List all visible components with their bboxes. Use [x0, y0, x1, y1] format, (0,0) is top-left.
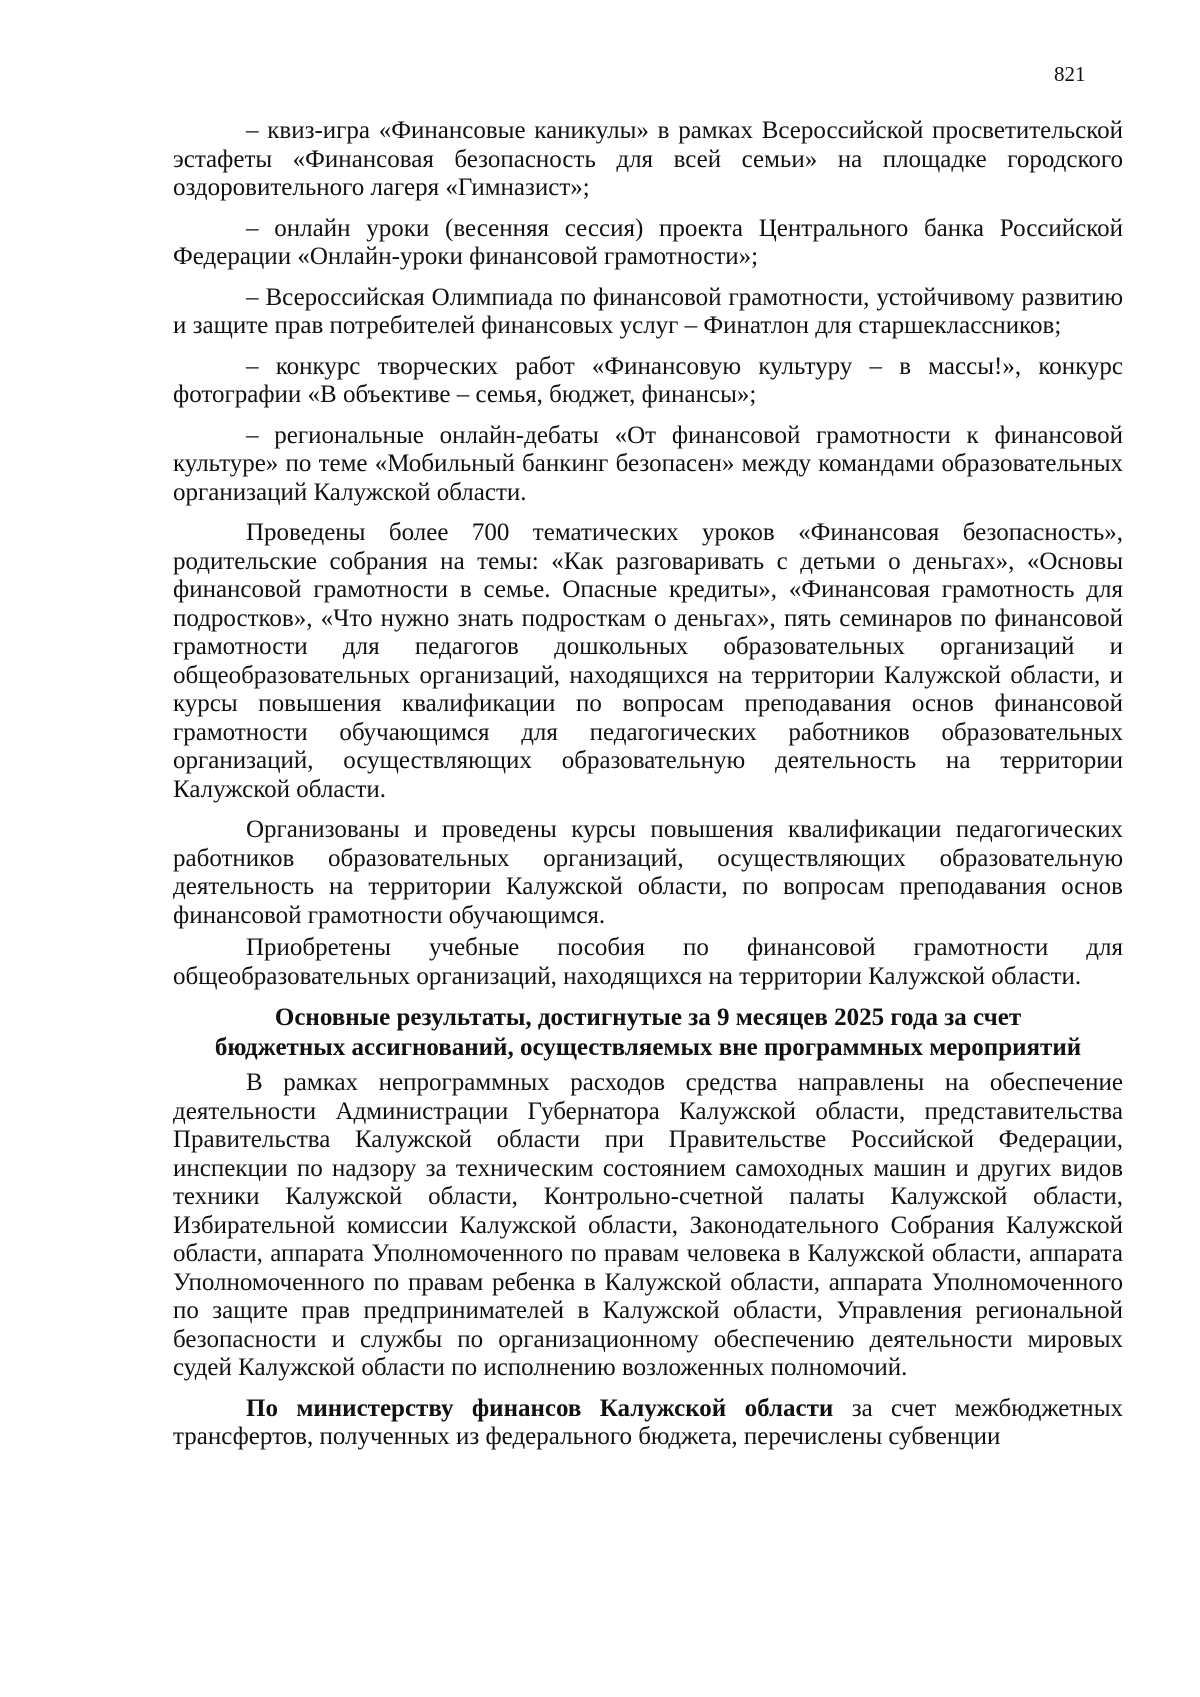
list-item-online-lessons: – онлайн уроки (весенняя сессия) проекта Центрального банка Российской Федерации «Онлайн-уроки финансовой грамотности»; [173, 214, 1123, 270]
ministry-finance-text: за счет межбюджетных трансфертов, полученных из федерального бюджета, перечислены субвенции [173, 1394, 1123, 1450]
list-item-olympiad: – Всероссийская Олимпиада по финансовой грамотности, устойчивому развитию и защите прав потребителей финансовых услуг – Финатлон для старшеклассников; [173, 283, 1123, 339]
page-number: 821 [1054, 62, 1086, 86]
list-item-quiz-game: – квиз-игра «Финансовые каникулы» в рамках Всероссийской просветительской эстафеты «Финансовая безопасность для всей семьи» на площадке городского оздоровительного лагеря «Гимназист»; [173, 117, 1123, 201]
ministry-finance-lead: По министерству финансов Калужской области [246, 1394, 834, 1422]
paragraph-ministry-finance [173, 1395, 1123, 1452]
paragraph-training-courses: Организованы и проведены курсы повышения квалификации педагогических работников образовательных организаций, осуществляющих образовательную деятельность на территории Калужской области, по вопросам преподавания основ финансовой грамотности обучающимся. [173, 816, 1123, 929]
section-heading-line-2: бюджетных ассигнований, осуществляемых вне программных мероприятий [214, 1034, 1082, 1061]
paragraph-lessons-held: Проведены более 700 тематических уроков «Финансовая безопасность», родительские собрания на темы: «Как разговаривать с детьми о деньгах», «Основы финансовой грамотности в семье. Опасные кредиты», «Финансовая грамотность для подростков», «Что нужно знать подросткам о деньгах», пять семинаров по финансовой грамотности для педагогов дошкольных образовательных организаций и общеобразовательных организаций, находящихся на территории Калужской области, и курсы повышения квалификации по вопросам преподавания основ финансовой грамотности обучающимся для педагогических работников образовательных организаций, осуществляющих образовательную деятельность на территории Калужской области. [173, 519, 1123, 803]
paragraph-non-program-expenses: В рамках непрограммных расходов средства направлены на обеспечение деятельности Администрации Губернатора Калужской области, представительства Правительства Калужской области при Правительстве Российской Федерации, инспекции по надзору за техническим состоянием самоходных машин и других видов техники Калужской области, Контрольно-счетной палаты Калужской области, Избирательной комиссии Калужской области, Законодательного Собрания Калужской области, аппарата Уполномоченного по правам человека в Калужской области, аппарата Уполномоченного по правам ребенка в Калужской области, аппарата Уполномоченного по защите прав предпринимателей в Калужской области, Управления региональной безопасности и службы по организационному обеспечению деятельности мировых судей Калужской области по исполнению возложенных полномочий. [173, 1069, 1123, 1381]
list-item-online-debates: – региональные онлайн-дебаты «От финансовой грамотности к финансовой культуре» по теме «Мобильный банкинг безопасен» между командами образовательных организаций Калужской области. [173, 421, 1123, 506]
paragraph-textbooks: Приобретены учебные пособия по финансовой грамотности для общеобразовательных организаций, находящихся на территории Калужской области. [173, 934, 1123, 990]
list-item-creative-contest: – конкурс творческих работ «Финансовую культуру – в массы!», конкурс фотографии «В объективе – семья, бюджет, финансы»; [173, 352, 1123, 408]
document-body [173, 117, 1123, 1464]
section-heading [173, 1003, 1123, 1063]
section-heading-line-1: Основные результаты, достигнутые за 9 месяцев 2025 года за счет [274, 1004, 1022, 1031]
